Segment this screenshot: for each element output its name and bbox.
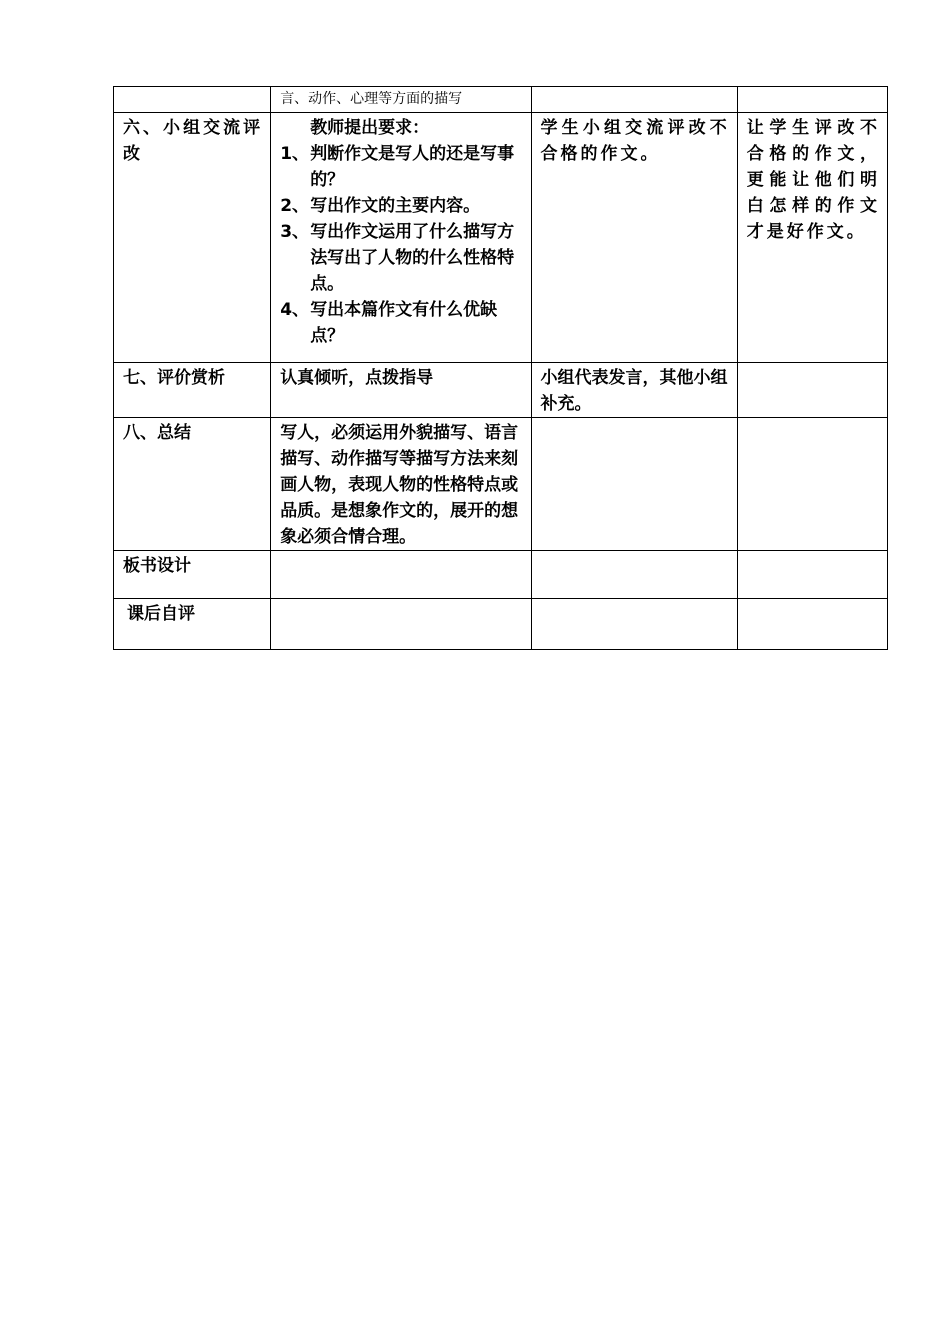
step-title: 课后自评 xyxy=(127,604,195,624)
table-row xyxy=(114,551,888,599)
lesson-plan-table xyxy=(113,86,888,650)
step-title: 六、小组交流评改 xyxy=(123,118,264,164)
table-row xyxy=(114,418,888,551)
item-number: 3、 xyxy=(280,222,310,242)
cell-teacher xyxy=(271,599,531,650)
student-activity: 学生小组交流评改不合格的作文。 xyxy=(540,118,730,164)
cell-step xyxy=(114,87,271,113)
cell-intent xyxy=(737,113,887,363)
cell-student xyxy=(531,599,737,650)
cell-student xyxy=(531,87,737,113)
cell-student xyxy=(531,418,737,551)
cell-intent xyxy=(737,418,887,551)
step-title: 板书设计 xyxy=(123,556,191,576)
cell-intent xyxy=(737,87,887,113)
item-number: 2、 xyxy=(280,196,310,216)
table-row xyxy=(114,87,888,113)
cell-step xyxy=(114,113,271,363)
design-intent: 让学生评改不合格的作文，更能让他们明白怎样的作文才是好作文。 xyxy=(746,118,880,242)
table-row xyxy=(114,599,888,650)
item-text: 写出作文运用了什么描写方法写出了人物的什么性格特点。 xyxy=(310,222,515,294)
step-title: 七、评价赏析 xyxy=(123,368,225,388)
list-item xyxy=(280,219,523,297)
list-item xyxy=(280,141,523,193)
cell-teacher xyxy=(271,418,531,551)
cell-teacher xyxy=(271,87,531,113)
cell-student xyxy=(531,551,737,599)
item-text: 判断作文是写人的还是写事的？ xyxy=(310,144,515,190)
item-number: 4、 xyxy=(280,300,310,320)
item-text: 写出本篇作文有什么优缺点？ xyxy=(310,300,498,346)
continued-text: 言、动作、心理等方面的描写 xyxy=(280,91,463,107)
cell-student xyxy=(531,363,737,418)
cell-step xyxy=(114,551,271,599)
teacher-activity: 认真倾听，点拨指导 xyxy=(280,368,434,388)
table-row xyxy=(114,113,888,363)
item-number: 1、 xyxy=(280,144,310,164)
cell-teacher xyxy=(271,363,531,418)
cell-teacher xyxy=(271,551,531,599)
item-text: 写出作文的主要内容。 xyxy=(310,196,481,216)
cell-intent xyxy=(737,363,887,418)
step-title: 八、总结 xyxy=(123,423,191,443)
cell-intent xyxy=(737,551,887,599)
cell-student xyxy=(531,113,737,363)
table-row xyxy=(114,363,888,418)
student-activity: 小组代表发言，其他小组补充。 xyxy=(540,368,728,414)
cell-intent xyxy=(737,599,887,650)
cell-step xyxy=(114,418,271,551)
requirements-list xyxy=(280,141,523,349)
cell-step xyxy=(114,363,271,418)
cell-teacher xyxy=(271,113,531,363)
list-item xyxy=(280,297,523,349)
cell-step xyxy=(114,599,271,650)
teacher-activity: 写人，必须运用外貌描写、语言描写、动作描写等描写方法来刻画人物，表现人物的性格特点或品质。是想象作文的，展开的想象必须合情合理。 xyxy=(280,423,519,547)
list-item xyxy=(280,193,523,219)
teacher-intro: 教师提出要求： xyxy=(310,118,430,138)
